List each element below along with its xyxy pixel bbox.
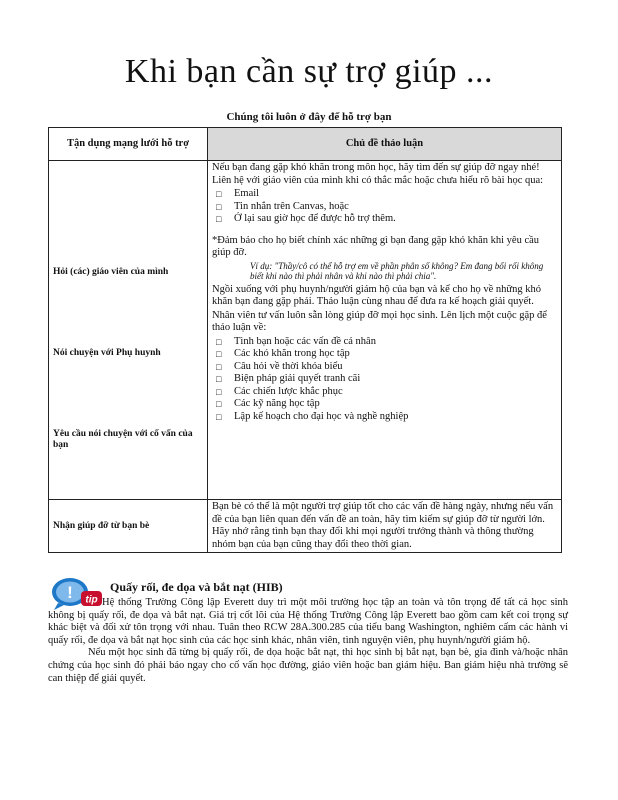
- hib-paragraph-2: Nếu một học sinh đã từng bị quấy rối, đe dọa hoặc bắt nạt, thì học sinh bị bắt nạt, bạn bè, gia đình và/hoặc nhân chứng của học sinh đó phải báo ngay cho cố vấn học đường, giáo viên hoặc ban giám hiệu. Ban giám hiệu nhà trường sẽ can thiệp để giải quyết.: [48, 647, 568, 684]
- exclamation-glyph: !: [67, 583, 73, 602]
- support-network-table: [48, 127, 562, 553]
- list-item: □ Tình bạn hoặc các vấn đề cá nhân: [234, 336, 557, 349]
- counselor-intro: Nhân viên tư vấn luôn sẵn lòng giúp đỡ mọi học sinh. Lên lịch một cuộc gặp để thảo luận về:: [212, 309, 547, 333]
- list-item: □ Biện pháp giải quyết tranh cãi: [234, 373, 557, 386]
- spacer: [212, 226, 557, 235]
- hib-body: [48, 594, 568, 685]
- page-subtitle: Chúng tôi luôn ở đây để hỗ trợ bạn: [226, 111, 392, 123]
- list-item: □ Các chiến lược khắc phục: [234, 386, 557, 399]
- table-header-row: [49, 128, 562, 161]
- page-title: Khi bạn cần sự trợ giúp ...: [124, 53, 494, 90]
- counselor-topic-list: [212, 336, 557, 424]
- header-support-network: Tận dụng mạng lưới hỗ trợ: [49, 128, 208, 161]
- header-discussion-topics: Chủ đề thảo luận: [208, 128, 562, 161]
- teacher-contact-list: [212, 188, 557, 226]
- list-item: □ Ở lại sau giờ học để được hỗ trợ thêm.: [234, 213, 557, 226]
- friend-text: Bạn bè có thể là một người trợ giúp tốt cho các vấn đề hàng ngày, nhưng nếu vấn đề của bạn liên quan đến vấn đề an toàn, hãy tìm kiếm sự giúp đỡ từ người lớn. Hãy nhớ rằng tình bạn thay đổi khi mọi người trưởng thành và thông thường nhóm bạn của bạn cũng thay đổi theo thời gian.: [208, 500, 562, 553]
- label-ask-counselor: Yêu cầu nói chuyện với cố vấn của bạn: [53, 429, 193, 450]
- hib-paragraph-1: Hệ thống Trường Công lập Everett duy trì một môi trường học tập an toàn và tôn trọng để tất cả học sinh không bị quấy rối, đe dọa và bắt nạt. Giá trị cốt lõi của Hệ thống Trường Công lập Everett bao gồm cam kết coi trọng sự khác biệt và đối xử tôn trọng với nhau. Tuân theo RCW 28A.300.285 của tiểu bang Washington, nghiêm cấm các hành vi quấy rối, đe dọa và bắt nạt học sinh của các học sinh khác, nhân viên, tình nguyện viên, phụ huynh/người giám hộ.: [48, 597, 568, 646]
- teacher-example: Ví dụ: "Thầy/cô có thể hỗ trợ em về phần phân số không? Em đang bối rối không biết khi nào thì phải nhân và khi nào thì phải chia".: [250, 260, 544, 281]
- list-item: □ Câu hỏi về thời khóa biểu: [234, 361, 557, 374]
- list-item: □ Email: [234, 188, 557, 201]
- label-talk-parent: Nói chuyện với Phụ huynh: [53, 348, 161, 358]
- list-item: □ Tin nhắn trên Canvas, hoặc: [234, 201, 557, 214]
- hib-title: Quấy rối, đe dọa và bắt nạt (HIB): [110, 580, 283, 594]
- table-row: [49, 161, 562, 500]
- tip-badge-text: tip: [85, 594, 98, 606]
- label-ask-teacher: Hỏi (các) giáo viên của mình: [53, 267, 169, 277]
- support-labels-cell: [49, 161, 208, 500]
- teacher-intro: Nếu bạn đang gặp khó khăn trong môn học, hãy tìm đến sự giúp đỡ ngay nhé! Liên hệ với giáo viên của mình khi có thắc mắc hoặc chưa hiểu rõ bài học qua:: [212, 162, 544, 186]
- table-row: [49, 500, 562, 553]
- support-content-cell: [208, 161, 562, 500]
- list-item: □ Các kỹ năng học tập: [234, 398, 557, 411]
- teacher-note: *Đảm bảo cho họ biết chính xác những gì bạn đang gặp khó khăn khi yêu cầu giúp đỡ.: [212, 234, 540, 258]
- list-item: □ Lập kế hoạch cho đại học và nghề nghiệp: [234, 411, 557, 424]
- label-friend-help: Nhận giúp đỡ từ bạn bè: [49, 500, 208, 553]
- parent-text: Ngồi xuống với phụ huynh/người giám hộ của bạn và kể cho họ về những khó khăn bạn đang gặp phải. Thảo luận cùng nhau để đưa ra kế hoạch giải quyết.: [212, 283, 541, 307]
- list-item: □ Các khó khăn trong học tập: [234, 348, 557, 361]
